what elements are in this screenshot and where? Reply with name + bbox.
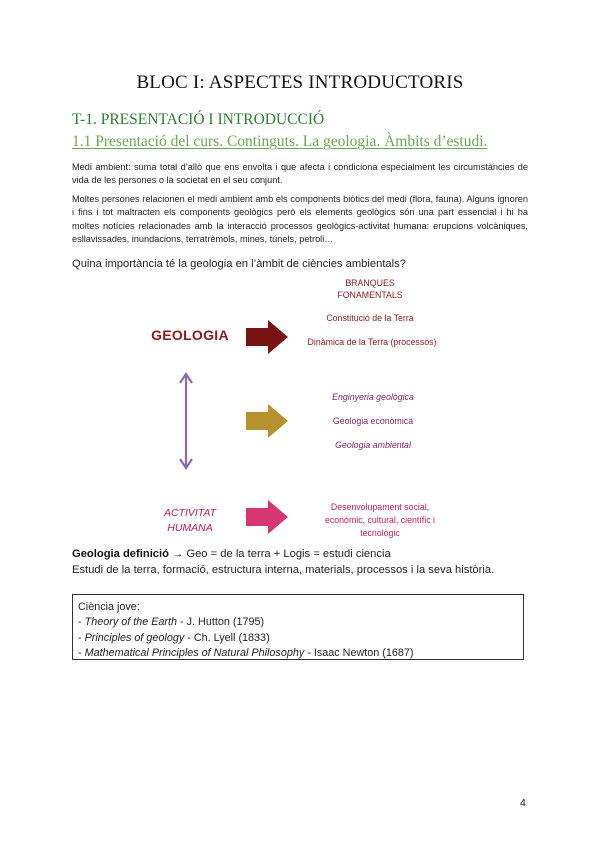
definition-line (72, 548, 391, 560)
branches-title-line1: BRANQUES (345, 278, 395, 288)
definition-description: Estudi de la terra, formació, estructura interna, materials, processos i la seva història. (72, 564, 495, 576)
definition-label: Geologia definició (72, 548, 169, 560)
page-title: BLOC I: ASPECTES INTRODUCTORIS (136, 72, 464, 93)
definition-arrow: → (172, 548, 184, 560)
branch-economica: Geologia econòmica (332, 416, 414, 426)
arrow-activitat (246, 500, 288, 534)
branch-enginyeria: Enginyeria geològica (332, 392, 414, 402)
box-heading: Ciència jove: (78, 601, 140, 613)
paragraph-components: Moltes persones relacionen el medi ambient amb els components biòtics del medi (flora, fauna). Alguns ignoren i fins i tot maltracten els components geològics però els elements geològics són una part essencial i hi ha moltes notícies relacionades amb la interacció processos geològics-activitat humana: erupcions volcàniques, esllavissades, inundacions, terratrèmols, mines, túnels, petroli… (72, 194, 528, 244)
item-title: Principles of geology (84, 631, 185, 644)
impact-line1: Desenvolupament social, (330, 502, 430, 512)
branch-constitucio: Constitució de la Terra (326, 313, 414, 323)
geology-diagram (70, 268, 530, 544)
activitat-label-line2: HUMANA (167, 522, 213, 534)
item-prefix: - (78, 616, 85, 629)
item-title: Mathematical Principles of Natural Philosophy (84, 646, 305, 659)
branch-ambiental: Geologia ambiental (335, 440, 411, 450)
branch-dinamica: Dinàmica de la Terra (processos) (307, 337, 437, 347)
item-title: Theory of the Earth (84, 616, 178, 629)
item-prefix: - (78, 646, 85, 659)
box-item (78, 631, 518, 646)
arrow-middle (246, 404, 288, 438)
item-prefix: - (78, 631, 85, 644)
activitat-label-line1: ACTIVITAT (163, 507, 217, 519)
impact-line2: econòmic, cultural, científic i (324, 515, 436, 525)
item-rest: - Ch. Lyell (1833) (184, 631, 270, 644)
box-item (78, 646, 518, 661)
page-number: 4 (520, 797, 526, 809)
section-heading: T-1. PRESENTACIÓ I INTRODUCCIÓ (72, 111, 325, 128)
ciencia-jove-box (72, 594, 524, 660)
item-rest: - Isaac Newton (1687) (304, 646, 414, 659)
subsection-heading: 1.1 Presentació del curs. Continguts. La geologia. Àmbits d’estudi. (72, 133, 488, 150)
branches-title-line2: FONAMENTALS (337, 290, 403, 300)
box-item (78, 615, 518, 630)
item-rest: - J. Hutton (1795) (177, 616, 265, 629)
impact-line3: tecnològic (360, 528, 400, 538)
arrow-geologia (246, 320, 288, 354)
geologia-label: GEOLOGIA (151, 327, 229, 343)
question-text: Quina importància té la geologia en l’àmbit de ciències ambientals? (72, 258, 406, 270)
definition-text: Geo = de la terra + Logis = estudi ciencia (183, 548, 391, 560)
vertical-double-arrow (180, 374, 192, 468)
paragraph-medi-ambient: Medi ambient: suma total d’allò que ens envolta i que afecta i condiciona especialment les circumstàncies de vida de les persones o la societat en el seu conjunt. (72, 162, 528, 186)
